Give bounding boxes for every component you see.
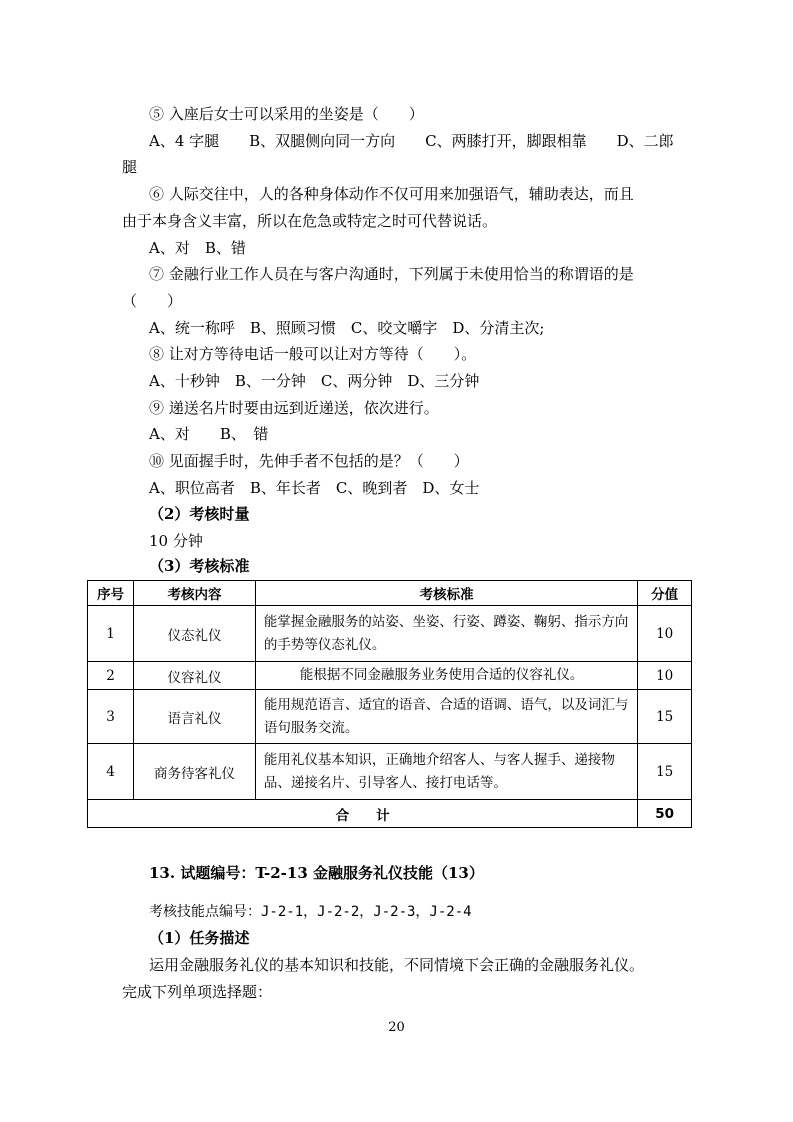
row-score: 10 — [638, 606, 692, 662]
task-description-heading: （1）任务描述 — [149, 929, 250, 947]
table-row — [88, 606, 692, 662]
row-standard: 能掌握金融服务的站姿、坐姿、行姿、蹲姿、鞠躬、指示方向的手势等仪态礼仪。 — [255, 606, 637, 662]
task-description-line-2: 完成下列单项选择题： — [122, 983, 273, 1001]
row-score: 15 — [638, 690, 692, 744]
row-item: 商务待客礼仪 — [134, 744, 256, 800]
row-score: 15 — [638, 744, 692, 800]
row-no: 1 — [88, 606, 134, 662]
question-5-options: A、4 字腿 B、双腿侧向同一方向 C、两膝打开，脚跟相靠 D、二郎 — [149, 132, 674, 150]
table-row — [88, 690, 692, 744]
section-13-title: 13. 试题编号：T-2-13 金融服务礼仪技能（13） — [149, 864, 484, 882]
assessment-table — [87, 580, 692, 828]
row-no: 2 — [88, 662, 134, 690]
task-description-line-1: 运用金融服务礼仪的基本知识和技能，不同情境下会正确的金融服务礼仪。 — [149, 956, 645, 974]
question-9-options: A、对 B、 错 — [149, 425, 269, 443]
table-row — [88, 744, 692, 800]
total-label: 合 计 — [88, 800, 638, 828]
table-total-row — [88, 800, 692, 828]
row-item: 仪容礼仪 — [134, 662, 256, 690]
row-item: 仪态礼仪 — [134, 606, 256, 662]
question-7-cont: （ ） — [122, 292, 183, 310]
header-score: 分值 — [638, 581, 692, 606]
question-9: ⑨ 递送名片时要由远到近递送，依次进行。 — [149, 399, 439, 417]
question-5: ⑤ 入座后女士可以采用的坐姿是（ ） — [149, 105, 424, 123]
question-6-options: A、对 B、错 — [149, 239, 246, 257]
total-value: 50 — [638, 800, 692, 828]
question-6: ⑥ 人际交往中，人的各种身体动作不仅可用来加强语气，辅助表达，而且 — [149, 185, 634, 203]
row-no: 4 — [88, 744, 134, 800]
table-header-row — [88, 581, 692, 606]
question-8: ⑧ 让对方等待电话一般可以让对方等待（ ）。 — [149, 345, 477, 363]
page-number: 20 — [388, 1020, 405, 1035]
row-standard: 能根据不同金融服务业务使用合适的仪容礼仪。 — [255, 662, 637, 690]
heading-standard: （3）考核标准 — [149, 557, 250, 575]
row-item: 语言礼仪 — [134, 690, 256, 744]
question-7: ⑦ 金融行业工作人员在与客户沟通时，下列属于未使用恰当的称谓语的是 — [149, 265, 634, 283]
row-no: 3 — [88, 690, 134, 744]
question-7-options: A、统一称呼 B、照顾习惯 C、咬文嚼字 D、分清主次; — [149, 319, 545, 337]
header-item: 考核内容 — [134, 581, 256, 606]
row-standard: 能用规范语言、适宜的语音、合适的语调、语气，以及词汇与语句服务交流。 — [255, 690, 637, 744]
row-standard: 能用礼仪基本知识，正确地介绍客人、与客人握手、递接物品、递接名片、引导客人、接打电话等。 — [255, 744, 637, 800]
skill-points: 考核技能点编号：J-2-1，J-2-2，J-2-3，J-2-4 — [149, 904, 472, 920]
heading-time: （2）考核时量 — [149, 505, 250, 523]
question-5-options-cont: 腿 — [122, 158, 138, 176]
question-8-options: A、十秒钟 B、一分钟 C、两分钟 D、三分钟 — [149, 372, 480, 390]
header-standard: 考核标准 — [255, 581, 637, 606]
question-6-cont: 由于本身含义丰富，所以在危急或特定之时可代替说话。 — [122, 212, 498, 230]
question-10-options: A、职位高者 B、年长者 C、晚到者 D、女士 — [149, 479, 480, 497]
table-row — [88, 662, 692, 690]
row-score: 10 — [638, 662, 692, 690]
header-no: 序号 — [88, 581, 134, 606]
question-10: ⑩ 见面握手时，先伸手者不包括的是？（ ） — [149, 452, 469, 470]
time-value: 10 分钟 — [149, 532, 203, 550]
